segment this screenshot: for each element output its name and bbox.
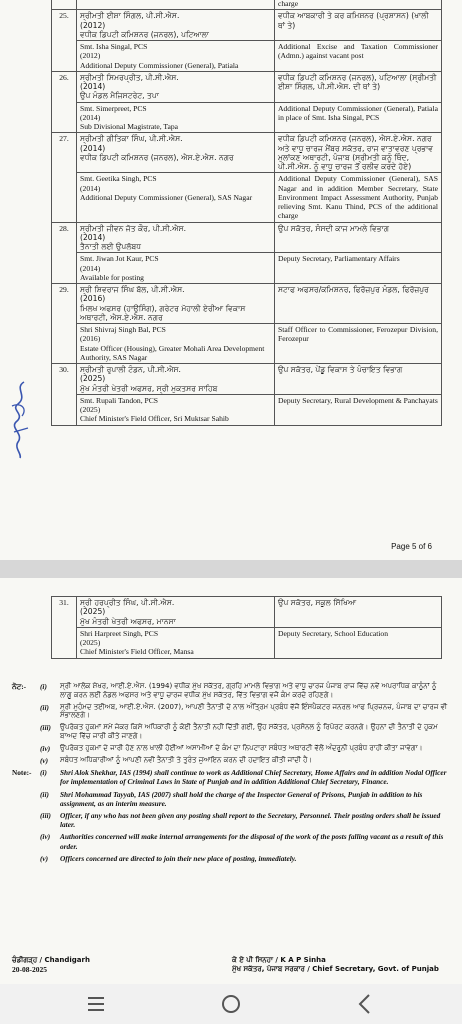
note-text: Officers concerned are directed to join their new place of posting, immediately. <box>60 853 297 863</box>
note-number: (iii) <box>40 811 51 820</box>
officer-line: (2014) <box>80 183 101 193</box>
new-posting-english: Additional Deputy Commissioner (General), SAS Nagar and in addition Member Secretary, State Environment Impact Assessment Authority, Punjab relieving Smt. Kanu Thind, PCS of the additional charge <box>275 173 442 222</box>
note-item <box>12 682 450 700</box>
serial-number: 25. <box>52 10 77 72</box>
note-item <box>12 756 450 765</box>
note-text: ਸ੍ਰੀ ਮੁਹੰਮਦ ਤਈਅਬ, ਆਈ.ਏ.ਐਸ. (2007), ਆਪਣੀ ਤੈਨਾਤੀ ਦੇ ਨਾਲ ਅੰਤ੍ਰਿਮ ਪ੍ਰਬੰਧ ਵੱਜੋਂ ਇੰਸਪੈਕਟਰ ਜਨਰਲ ਆਫ ਪ੍ਰਿਜ਼ਨਜ਼, ਪੰਜਾਬ ਦਾ ਚਾਰਜ ਵੀ ਸੰਭਾਲਣਗੇ। <box>60 702 448 720</box>
note-text: Shri Alok Shekhar, IAS (1994) shall continue to work as Additional Chief Secretary, Home Affairs and in addition Nodal Officer for implementation of Criminal Laws in State of Punjab and in addition Additional Chief Secretary, Finance. <box>60 768 447 787</box>
signatory-title: ਮੁੱਖ ਸਕੱਤਰ, ਪੰਜਾਬ ਸਰਕਾਰ / Chief Secretary, Govt. of Punjab <box>232 965 439 974</box>
officer-line: (2025) <box>80 405 101 414</box>
new-posting-punjabi: ਵਧੀਕ ਆਬਕਾਰੀ ਤੇ ਕਰ ਕਮਿਸ਼ਨਰ (ਪ੍ਰਸ਼ਾਸਨ) (ਖਾਲੀ ਥਾਂ ਤੇ) <box>275 10 442 41</box>
note-text: Authorities concerned will make internal arrangements for the disposal of the work of the posts falling vacant as a result of this order. <box>60 832 444 851</box>
note-number: (iv) <box>40 743 51 753</box>
signatory-name: ਕੇ ਏ ਪੀ ਸਿਨਹਾ / K A P Sinha <box>232 956 326 964</box>
note-number: (v) <box>40 853 49 863</box>
table-row <box>52 597 442 628</box>
note-label <box>12 790 40 808</box>
note-text: ਸਬੰਧਤ ਅਧਿਕਾਰੀਆਂ ਨੂੰ ਆਪਣੀ ਨਵੀਂ ਤੈਨਾਤੀ ਤੇ ਤੁਰੰਤ ਜੁਆਇਨ ਕਰਨ ਦੀ ਹਦਾਇਤ ਕੀਤੀ ਜਾਂਦੀ ਹੈ। <box>60 756 313 765</box>
officer-line: ਸ੍ਰੀ ਸ਼ਿਵਰਾਜ ਸਿੰਘ ਬੱਲ, ਪੀ.ਸੀ.ਐਸ. <box>80 285 185 294</box>
table-row <box>52 71 442 102</box>
table-row <box>52 364 442 395</box>
officer-line: ਸ੍ਰੀ ਹਰਪ੍ਰੀਤ ਸਿੰਘ, ਪੀ.ਸੀ.ਐਸ. <box>80 598 175 607</box>
officer-line: Smt. Jiwan Jot Kaur, PCS <box>80 254 159 264</box>
officer-line: ਮਿਲਖ ਅਫਸਰ (ਹਾਉਸਿੰਗ), ਗਰੇਟਰ ਮੋਹਾਲੀ ਏਰੀਆ ਵਿਕਾਸ ਅਥਾਰਟੀ, ਐਸ.ਏ.ਐਸ. ਨਗਰ <box>80 303 246 322</box>
officer-line: ਸ੍ਰੀਮਤੀ ਗੀਤਿਕਾ ਸਿੰਘ, ਪੀ.ਸੀ.ਐਸ. <box>80 134 183 144</box>
officer-line: Available for posting <box>80 272 144 282</box>
home-icon[interactable] <box>211 992 251 1016</box>
new-posting-english: Deputy Secretary, Parliamentary Affairs <box>275 253 442 284</box>
serial-number: 27. <box>52 133 77 222</box>
note-item <box>12 703 450 721</box>
officer-current-punjabi <box>77 364 275 395</box>
officer-line: Smt. Geetika Singh, PCS <box>80 174 157 184</box>
officer-line: (2025) <box>80 374 106 384</box>
officer-current-punjabi <box>77 10 275 41</box>
android-navigation-bar <box>0 984 462 1024</box>
officer-line: Sub Divisional Magistrate, Tapa <box>80 122 179 131</box>
notes-punjabi <box>12 682 450 765</box>
officer-line: (2012) <box>80 51 101 61</box>
officer-current-punjabi <box>77 133 275 173</box>
note-item <box>12 854 450 863</box>
note-number: (v) <box>40 756 49 766</box>
table-row <box>52 102 442 133</box>
officer-line: (2014) <box>80 232 106 242</box>
note-text: ਉਪਰੋਕਤ ਹੁਕਮਾਂ ਦੇ ਜਾਰੀ ਹੋਣ ਨਾਲ ਖਾਲੀ ਹੋਈਆਂ ਅਸਾਮੀਆਂ ਦੇ ਕੰਮ ਦਾ ਨਿਪਟਾਰਾ ਸਬੰਧਤ ਅਥਾਰਟੀ ਵੱਲੋਂ ਅੰਦਰੂਨੀ ਪ੍ਰਬੰਧ ਰਾਹੀਂ ਕੀਤਾ ਜਾਵੇਗਾ। <box>60 743 423 752</box>
note-item <box>12 723 450 741</box>
note-text: ਸ੍ਰੀ ਆਲੋਕ ਸ਼ੇਖਰ, ਆਈ.ਏ.ਐਸ. (1994) ਵਧੀਕ ਮੁੱਖ ਸਕੱਤਰ, ਗ੍ਰਹਿ ਮਾਮਲੇ ਵਿਭਾਗ ਅਤੇ ਵਾਧੂ ਚਾਰਜ ਪੰਜਾਬ ਰਾਜ ਵਿੱਚ ਨਵੇਂ ਅਪਰਾਧਿਕ ਕਾਨੂੰਨਾਂ ਨੂੰ ਲਾਗੂ ਕਰਨ ਲਈ ਨੋਡਲ ਅਫਸਰ ਅਤੇ ਵਾਧੂ ਚਾਰਜ ਵਧੀਕ ਮੁੱਖ ਸਕੱਤਰ, ਵਿੱਤ ਵਿਭਾਗ ਵਜੋਂ ਕੰਮ ਕਰਦੇ ਰਹਿਣਗੇ। <box>60 682 437 699</box>
officer-line: (2014) <box>80 263 101 273</box>
new-posting-english: Deputy Secretary, School Education <box>275 627 442 658</box>
note-number: (i) <box>40 682 47 691</box>
table-row-continued <box>52 0 442 10</box>
officer-current-english <box>77 627 275 658</box>
table-row <box>52 253 442 284</box>
new-posting-punjabi: ਵਧੀਕ ਡਿਪਟੀ ਕਮਿਸ਼ਨਰ (ਜਨਰਲ), ਐਸ.ਏ.ਐਸ. ਨਗਰ ਅਤੇ ਵਾਧੂ ਚਾਰਜ ਮੈਂਬਰ ਸਕੱਤਰ, ਰਾਜ ਵਾਤਾਵਰਣ ਪ੍ਰਭਾਵ ਮੁਲਾਂਕਣ ਅਥਾਰਟੀ, ਪੰਜਾਬ (ਸ੍ਰੀਮਤੀ ਕਨੂੰ ਥਿੰਦ, ਪੀ.ਸੀ.ਐਸ. ਨੂੰ ਵਾਧੂ ਚਾਰਜ ਤੋਂ ਰਲੀਵ ਕਰਦੇ ਹੋਏ) <box>275 133 442 173</box>
note-label: ਨੋਟ:- <box>12 682 27 691</box>
officer-line: Smt. Simerpreet, PCS <box>80 103 147 113</box>
new-posting-punjabi: ਉਪ ਸਕੱਤਰ, ਪੇਂਡੂ ਵਿਕਾਸ ਤੇ ਪੰਚਾਇਤ ਵਿਭਾਗ <box>275 364 442 395</box>
table-row <box>52 173 442 222</box>
officer-line: Shri Harpreet Singh, PCS <box>80 628 159 638</box>
new-posting-punjabi: ਉਪ ਸਕੱਤਰ, ਸਕੂਲ ਸਿੱਖਿਆ <box>275 597 442 628</box>
note-label <box>12 723 40 741</box>
note-item <box>12 768 450 786</box>
officer-current-english <box>77 173 275 222</box>
officer-line: ਸ੍ਰੀਮਤੀ ਈਸ਼ਾ ਸਿੰਗਲ, ਪੀ.ਸੀ.ਐਸ. <box>80 11 180 21</box>
new-posting-english: Deputy Secretary, Rural Development & Panchayats <box>275 394 442 425</box>
note-number: (iii) <box>40 723 51 733</box>
officer-current-english <box>77 324 275 364</box>
note-label <box>12 811 40 829</box>
new-posting-punjabi: ਉਪ ਸਕੱਤਰ, ਸੰਸਦੀ ਕਾਜ ਮਾਮਲੇ ਵਿਭਾਗ <box>275 222 442 253</box>
serial-number: 29. <box>52 284 77 364</box>
officer-line: ਮੁੱਖ ਮੰਤਰੀ ਖੇਤਰੀ ਅਫਸਰ, ਮਾਨਸਾ <box>80 616 176 626</box>
table-row <box>52 324 442 364</box>
officer-line: ਸ੍ਰੀਮਤੀ ਜੀਵਨ ਜੋਤ ਕੌਰ, ਪੀ.ਸੀ.ਐਸ. <box>80 223 187 233</box>
note-item <box>12 811 450 829</box>
table-row <box>52 222 442 253</box>
officer-line: Additional Deputy Commissioner (General), Patiala <box>80 60 239 70</box>
new-posting-punjabi: ਸਟਾਫ ਅਫਸਰ/ਕਮਿਸ਼ਨਰ, ਫਿਰੋਜ਼ਪੁਰ ਮੰਡਲ, ਫਿਰੋਜ਼ਪੁਰ <box>275 284 442 324</box>
note-label <box>12 703 40 721</box>
officer-line: (2012) <box>80 20 106 30</box>
document-page-6 <box>0 578 462 984</box>
note-item <box>12 790 450 808</box>
new-posting-punjabi: ਵਧੀਕ ਡਿਪਟੀ ਕਮਿਸ਼ਨਰ (ਜਨਰਲ), ਪਟਿਆਲਾ (ਸ੍ਰੀਮਤੀ ਈਸ਼ਾ ਸਿੰਗਲ, ਪੀ.ਸੀ.ਐਸ. ਦੀ ਥਾਂ ਤੇ) <box>275 71 442 102</box>
note-number: (iv) <box>40 832 51 842</box>
officer-line: Chief Minister's Field Officer, Mansa <box>80 647 194 657</box>
note-item <box>12 832 450 850</box>
officer-current-punjabi <box>77 597 275 628</box>
continued-cell: charge <box>275 0 442 10</box>
officer-line: (2014) <box>80 143 106 153</box>
note-number: (i) <box>40 768 47 778</box>
officer-current-punjabi <box>77 284 275 324</box>
note-label <box>12 756 40 765</box>
posting-table-page-5 <box>51 0 442 426</box>
note-number: (ii) <box>40 702 49 712</box>
officer-line: ਸ੍ਰੀਮਤੀ ਸਿਮਰਪ੍ਰੀਤ, ਪੀ.ਸੀ.ਐਸ. <box>80 72 179 82</box>
posting-table-page-6 <box>51 596 442 659</box>
officer-current-english <box>77 102 275 133</box>
page-number: Page 5 of 6 <box>391 542 432 551</box>
table-row <box>52 394 442 425</box>
officer-line: ਤੈਨਾਤੀ ਲਈ ਉਪਲੱਬਧ <box>80 242 141 251</box>
officer-line: Smt. Isha Singal, PCS <box>80 42 148 51</box>
note-label <box>12 744 40 753</box>
note-text: ਉਪਰੋਕਤ ਹੁਕਮਾਂ ਸਮੇਂ ਜੇਕਰ ਕਿਸੇ ਅਧਿਕਾਰੀ ਨੂੰ ਕੋਈ ਤੈਨਾਤੀ ਨਹੀਂ ਦਿੱਤੀ ਗਈ, ਉਹ ਸਕੱਤਰ, ਪ੍ਰਸੋਨਲ ਨੂੰ ਰਿਪੋਰਟ ਕਰਨਗੇ। ਉਹਨਾਂ ਦੀ ਤੈਨਾਤੀ ਦੇ ਹੁਕਮ ਬਾਅਦ ਵਿੱਚ ਜਾਰੀ ਕੀਤੇ ਜਾਣਗੇ। <box>60 723 438 741</box>
officer-line: Shri Shivraj Singh Bal, PCS <box>80 325 166 334</box>
officer-line: ਮੁੱਖ ਮੰਤਰੀ ਖੇਤਰੀ ਅਫਸਰ, ਸ੍ਰੀ ਮੁਕਤਸਰ ਸਾਹਿਬ <box>80 383 218 393</box>
notes-section <box>12 682 450 866</box>
table-row <box>52 284 442 324</box>
officer-line: ਵਧੀਕ ਡਿਪਟੀ ਕਮਿਸ਼ਨਰ (ਜਨਰਲ), ਐਸ.ਏ.ਐਸ. ਨਗਰ <box>80 152 234 162</box>
order-date: 20-08-2025 <box>12 965 47 975</box>
officer-line: ਉਪ ਮੰਡਲ ਮੈਜਿਸਟਰੇਟ, ਤਪਾ <box>80 91 159 101</box>
new-posting-english: Additional Excise and Taxation Commissioner (Admn.) against vacant post <box>275 41 442 72</box>
note-label: Note:- <box>12 768 32 778</box>
place-label: ਚੰਡੀਗੜ੍ਹ / Chandigarh <box>12 956 90 964</box>
note-label <box>12 832 40 850</box>
officer-current-punjabi <box>77 71 275 102</box>
officer-line: Smt. Rupali Tandon, PCS <box>80 395 159 405</box>
officer-current-english <box>77 253 275 284</box>
recents-icon[interactable] <box>76 992 116 1016</box>
new-posting-english: Staff Officer to Commissioner, Ferozepur Division, Ferozepur <box>275 324 442 364</box>
officer-line: (2025) <box>80 607 106 617</box>
officer-line: (2014) <box>80 112 101 122</box>
officer-line: (2016) <box>80 334 101 344</box>
officer-line: (2016) <box>80 294 106 304</box>
officer-current-english <box>77 394 275 425</box>
note-label <box>12 854 40 863</box>
initials-signature-icon <box>6 376 34 460</box>
officer-line: (2025) <box>80 638 101 647</box>
officer-line: (2014) <box>80 82 106 91</box>
officer-current-english <box>77 41 275 72</box>
officer-current-punjabi <box>77 222 275 253</box>
table-row <box>52 627 442 658</box>
officer-line: ਸ੍ਰੀਮਤੀ ਰੁਪਾਲੀ ਟੰਡਨ, ਪੀ.ਸੀ.ਐਸ. <box>80 365 181 374</box>
serial-number: 26. <box>52 71 77 133</box>
note-text: Officer, if any who has not been given any posting shall report to the Secretary, Personnel. Their posting orders shall be issued later. <box>60 811 441 830</box>
officer-line: Chief Minister's Field Officer, Sri Muktsar Sahib <box>80 414 229 424</box>
new-posting-english: Additional Deputy Commissioner (General), Patiala in place of Smt. Isha Singal, PCS <box>275 102 442 133</box>
note-item <box>12 744 450 753</box>
back-icon[interactable] <box>345 992 385 1016</box>
serial-number: 30. <box>52 364 77 426</box>
officer-line: Additional Deputy Commissioner (General), SAS Nagar <box>80 192 253 202</box>
table-row <box>52 41 442 72</box>
notes-english <box>12 768 450 863</box>
table-row <box>52 10 442 41</box>
serial-number: 28. <box>52 222 77 284</box>
table-row <box>52 133 442 173</box>
note-text: Shri Mohammad Tayyab, IAS (2007) shall hold the charge of the Inspector General of Prisons, Punjab in addition to his assignment, as an interim measure. <box>60 789 423 808</box>
serial-number: 31. <box>52 597 77 659</box>
officer-line: ਵਧੀਕ ਡਿਪਟੀ ਕਮਿਸ਼ਨਰ (ਜਨਰਲ), ਪਟਿਆਲਾ <box>80 29 209 39</box>
note-number: (ii) <box>40 789 49 799</box>
officer-line: Estate Officer (Housing), Greater Mohali Area Development Authority, SAS Nagar <box>80 343 265 362</box>
